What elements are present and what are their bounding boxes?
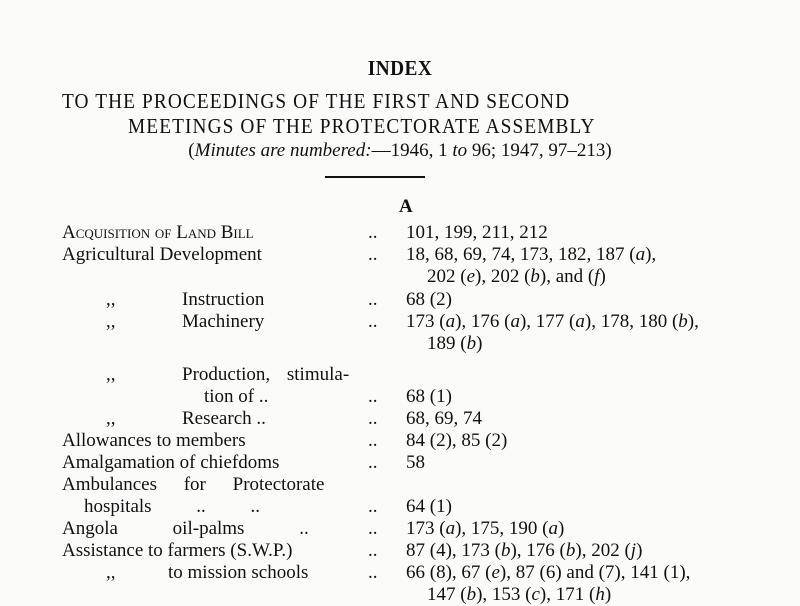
entry-refs: 68 (2) [406,289,452,310]
leader-dots: .. [368,518,378,539]
ditto-mark: ,, [106,311,116,332]
entry-term: Amalgamation of chiefdoms [62,452,280,473]
leader-dots: .. [368,562,378,583]
entry-refs: 68, 69, 74 [406,408,482,429]
leader-dots: .. [368,496,378,517]
entry-term: Production, stimula- [182,364,350,385]
entry-refs: 101, 199, 211, 212 [406,222,548,243]
index-subtitle-line1: TO THE PROCEEDINGS OF THE FIRST AND SECOND [62,89,571,113]
entry-refs: 87 (4), 173 (b), 176 (b), 202 (j) [406,540,643,561]
entry-term: Ambulances for Protectorate [62,474,325,495]
entry-refs: 18, 68, 69, 74, 173, 182, 187 (a), [406,244,657,265]
leader-dots: .. [368,244,378,265]
note-years-1946: —1946, 1 [371,140,453,161]
entry-term-cont: hospitals .. .. [84,496,261,517]
entry-refs: 66 (8), 67 (e), 87 (6) and (7), 141 (1), [406,562,691,583]
entry-refs: 173 (a), 175, 190 (a) [406,518,565,539]
entry-refs: 64 (1) [406,496,452,517]
note-paren: ( [188,140,195,161]
divider-rule [325,176,425,178]
ditto-mark: ,, [106,562,116,583]
entry-term: Agricultural Development [62,244,262,265]
entry-refs-cont: 147 (b), 153 (c), 171 (h) [427,584,612,605]
entry-term: Instruction [182,289,265,310]
index-title: INDEX [367,56,433,80]
leader-dots: .. [368,386,378,407]
leader-dots: .. [368,452,378,473]
entry-term-cont: tion of .. [204,386,269,407]
entry-term: Assistance to farmers (S.W.P.) [62,540,293,561]
entry-refs: 58 [406,452,425,473]
entry-term: Machinery [182,311,265,332]
section-letter: A [399,196,413,217]
leader-dots: .. [368,408,378,429]
leader-dots: .. [368,430,378,451]
ditto-mark: ,, [106,364,116,385]
entry-refs-cont: 202 (e), 202 (b), and (f) [427,266,606,287]
leader-dots: .. [368,540,378,561]
entry-term: Acquisition of Land Bill [62,222,254,243]
note-years-1947: 96; 1947, 97–213) [467,140,612,161]
entry-term: Allowances to members [62,430,246,451]
entry-refs-cont: 189 (b) [427,333,483,354]
entry-term: Research .. [182,408,266,429]
ditto-mark: ,, [106,289,116,310]
index-subtitle-line2: MEETINGS OF THE PROTECTORATE ASSEMBLY [128,114,596,138]
entry-refs: 84 (2), 85 (2) [406,430,508,451]
entry-term: to mission schools [168,562,309,583]
leader-dots: .. [368,311,378,332]
entry-refs: 173 (a), 176 (a), 177 (a), 178, 180 (b), [406,311,699,332]
note-italic: Minutes are numbered: [194,140,372,161]
minutes-numbering-note [0,140,800,162]
note-to: to [452,140,468,161]
leader-dots: .. [368,222,378,243]
leader-dots: .. [368,289,378,310]
entry-term: Angola oil-palms .. [62,518,309,539]
entry-refs: 68 (1) [406,386,452,407]
ditto-mark: ,, [106,408,116,429]
